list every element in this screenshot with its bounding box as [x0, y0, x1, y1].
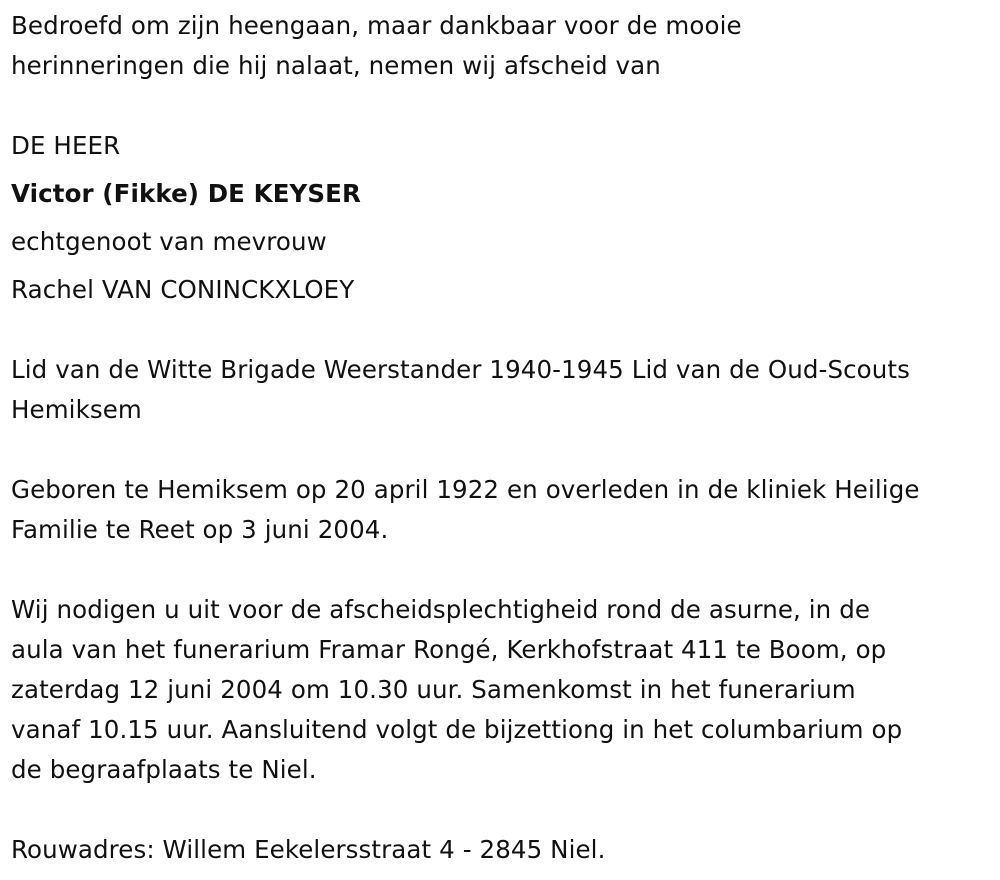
ceremony-line-3: zaterdag 12 juni 2004 om 10.30 uur. Samenkomst in het funerarium	[11, 675, 856, 704]
membership-line-2: Hemiksem	[11, 395, 142, 424]
intro-line-2: herinneringen die hij nalaat, nemen wij afscheid van	[11, 51, 661, 80]
honorific-title: DE HEER	[11, 131, 121, 160]
ceremony-line-5: de begraafplaats te Niel.	[11, 755, 317, 784]
intro-line-1: Bedroefd om zijn heengaan, maar dankbaar voor de mooie	[11, 11, 742, 40]
deceased-name: Victor (Fikke) DE KEYSER	[11, 179, 361, 208]
ceremony-line-4: vanaf 10.15 uur. Aansluitend volgt de bijzettiong in het columbarium op	[11, 715, 903, 744]
spouse-name: Rachel VAN CONINCKXLOEY	[11, 275, 355, 304]
mourning-address: Rouwadres: Willem Eekelersstraat 4 - 2845 Niel.	[11, 835, 606, 864]
birth-death-line-1: Geboren te Hemiksem op 20 april 1922 en overleden in de kliniek Heilige	[11, 475, 920, 504]
ceremony-line-1: Wij nodigen u uit voor de afscheidsplechtigheid rond de asurne, in de	[11, 595, 871, 624]
ceremony-line-2: aula van het funerarium Framar Rongé, Kerkhofstraat 411 te Boom, op	[11, 635, 887, 664]
membership-line-1: Lid van de Witte Brigade Weerstander 1940-1945 Lid van de Oud-Scouts	[11, 355, 910, 384]
birth-death-line-2: Familie te Reet op 3 juni 2004.	[11, 515, 389, 544]
relation-text: echtgenoot van mevrouw	[11, 227, 327, 256]
